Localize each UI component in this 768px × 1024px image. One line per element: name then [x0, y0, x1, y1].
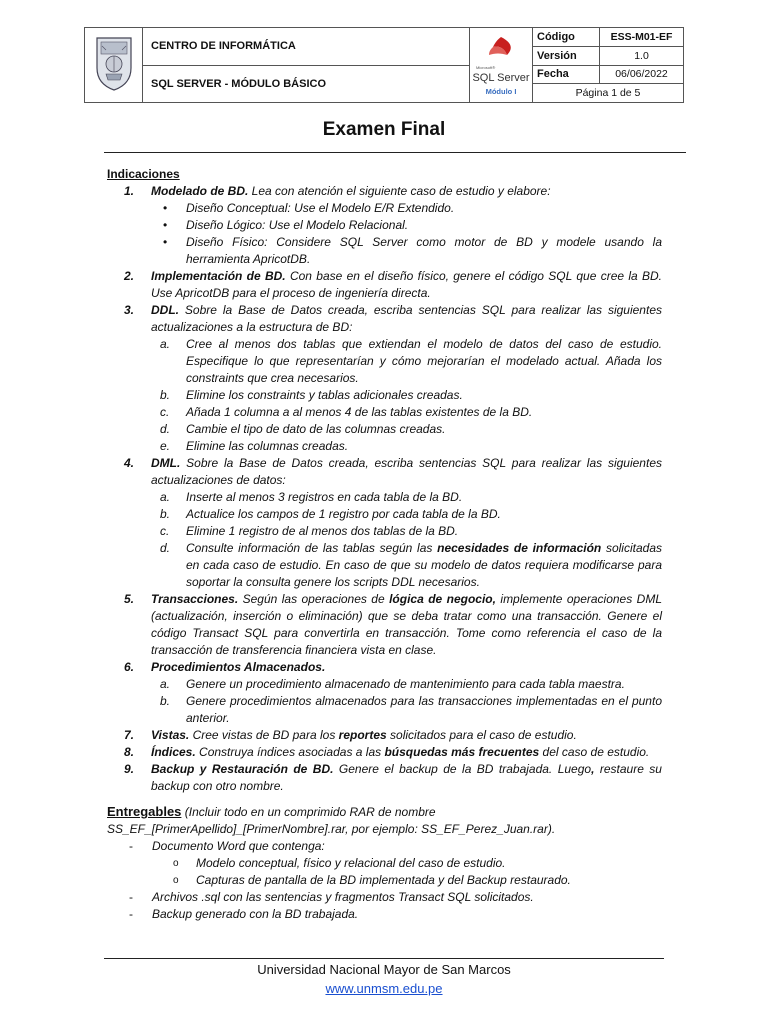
item-number: 2. — [124, 269, 135, 283]
footer-divider — [104, 958, 664, 959]
sub-marker: e. — [160, 439, 171, 453]
footer-university: Universidad Nacional Mayor de San Marcos — [257, 962, 511, 977]
list-item — [107, 591, 662, 659]
item-heading: Implementación de BD. — [151, 269, 286, 283]
sub-text: Cambie el tipo de dato de las columnas creadas. — [186, 422, 446, 436]
item-number: 6. — [124, 660, 135, 674]
item-number: 5. — [124, 592, 135, 606]
module-label: Módulo I — [485, 86, 517, 96]
sub-text: Cree al menos dos tablas que extiendan el modelo de datos del caso de estudio. Especifique lo que representarían y cómo mejorarían el modelado actual. Añada los constraints que crea necesarios. — [186, 337, 662, 385]
item-number: 1. — [124, 184, 135, 198]
sub-text: Consulte información de las tablas según las — [186, 541, 438, 555]
list-text: Backup generado con la BD trabajada. — [152, 907, 359, 921]
item-heading: DDL. — [151, 303, 179, 317]
sub-text: Elimine los constraints y tablas adicionales creadas. — [186, 388, 463, 402]
list-item — [107, 744, 662, 761]
list-item — [107, 659, 662, 676]
document-title: Examen Final — [322, 119, 446, 140]
dash-marker: - — [129, 907, 133, 921]
bullet-item — [107, 200, 662, 217]
sub-marker: d. — [160, 541, 171, 555]
item-number: 3. — [124, 303, 135, 317]
bullet-item — [107, 234, 662, 268]
sub-item — [107, 438, 662, 455]
sub-item — [107, 676, 662, 693]
item-heading: Backup y Restauración de BD. — [151, 762, 334, 776]
sub-text: Genere procedimientos almacenados para las transacciones implementadas en el punto anterior. — [186, 694, 662, 725]
sub-text: Elimine las columnas creadas. — [186, 439, 349, 453]
item-text: Según las operaciones de — [238, 592, 390, 606]
item-text: restaure su backup con otro nombre. — [151, 762, 662, 793]
unmsm-shield-icon — [94, 34, 134, 92]
item-number: 7. — [124, 728, 135, 742]
sub-marker: c. — [160, 405, 170, 419]
bullet-text: Diseño Físico: Considere SQL Server como motor de BD y modele usando la herramienta ApricotDB. — [186, 235, 662, 266]
sub-text: Genere un procedimiento almacenado de mantenimiento para cada tabla maestra. — [186, 677, 625, 691]
circle-bullet-icon: o — [173, 858, 179, 869]
list-item — [107, 727, 662, 744]
sub-marker: b. — [160, 388, 171, 402]
sub-marker: a. — [160, 677, 171, 691]
sub-item — [107, 421, 662, 438]
sub-marker: a. — [160, 337, 171, 351]
item-text: implemente operaciones DML (actualización, inserción o eliminación) que se deba tratar como una transacción. Genere el código Transact SQL para convertirla en transacción. Tome como referencia el caso de la transacción de transferencia financiera vista en clase. — [151, 592, 662, 657]
bullet-text: Diseño Conceptual: Use el Modelo E/R Extendido. — [186, 201, 455, 215]
item-text-bold: reportes — [338, 728, 387, 742]
org-name: CENTRO DE INFORMÁTICA — [143, 28, 470, 66]
list-text: Archivos .sql con las sentencias y fragmentos Transact SQL solicitados. — [152, 890, 534, 904]
bullet-text: Diseño Lógico: Use el Modelo Relacional. — [186, 218, 409, 232]
item-text: Sobre la Base de Datos creada, escriba sentencias SQL para realizar las siguientes actualizaciones de datos: — [151, 456, 662, 487]
entregables-section — [107, 803, 662, 838]
circle-bullet-icon: o — [173, 875, 179, 886]
item-text: Genere el backup de la BD trabajada. Luego — [333, 762, 592, 776]
sub-text-bold: necesidades de información — [437, 541, 602, 555]
item-number: 8. — [124, 745, 135, 759]
item-text: Con base en el diseño físico, genere el código SQL que cree la BD. Use ApricotDB para el proceso de ingeniería directa. — [151, 269, 662, 300]
list-item — [107, 838, 662, 855]
item-text: del caso de estudio. — [539, 745, 650, 759]
entregables-heading: Entregables — [107, 804, 182, 819]
list-item — [107, 183, 662, 200]
item-text-bold: lógica de negocio, — [389, 592, 496, 606]
item-text: solicitados para el caso de estudio. — [386, 728, 577, 742]
dash-marker: - — [129, 839, 133, 853]
sub-marker: a. — [160, 490, 171, 504]
bullet-icon: • — [163, 201, 168, 215]
sql-server-logo-icon — [481, 35, 521, 57]
sql-server-logo — [470, 28, 533, 103]
item-heading: Procedimientos Almacenados. — [151, 660, 326, 674]
version-label: Versión — [533, 46, 600, 65]
dash-marker: - — [129, 890, 133, 904]
list-item — [107, 268, 662, 302]
university-logo — [85, 28, 143, 103]
sub-text: Actualice los campos de 1 registro por cada tabla de la BD. — [186, 507, 501, 521]
list-text: Documento Word que contenga: — [152, 839, 325, 853]
codigo-label: Código — [533, 28, 600, 47]
list-item — [107, 761, 662, 795]
fecha-value: 06/06/2022 — [600, 65, 684, 84]
indicaciones-heading: Indicaciones — [107, 167, 180, 181]
item-heading: Modelado de BD. — [151, 184, 249, 198]
sub-item — [107, 489, 662, 506]
version-value: 1.0 — [600, 46, 684, 65]
list-text: Capturas de pantalla de la BD implementada y del Backup restaurado. — [196, 873, 571, 887]
fecha-label: Fecha — [533, 65, 600, 84]
sub-text: Añada 1 columna a al menos 4 de las tablas existentes de la BD. — [186, 405, 533, 419]
list-item — [107, 906, 662, 923]
list-item — [107, 302, 662, 336]
item-text: Construya índices asociadas a las — [195, 745, 385, 759]
item-text-bold: , — [591, 762, 595, 776]
codigo-value: ESS-M01-EF — [600, 28, 684, 47]
list-text: Modelo conceptual, físico y relacional del caso de estudio. — [196, 856, 506, 870]
sub-item — [107, 404, 662, 421]
item-number: 4. — [124, 456, 135, 470]
sub-marker: b. — [160, 694, 171, 708]
title-divider — [104, 152, 686, 153]
page-number: Página 1 de 5 — [533, 84, 684, 103]
sub-item — [107, 523, 662, 540]
sub-text: solicitadas en cada caso de estudio. En caso de que su modelo de datos requiera modificarse para soportar la consulta genere los scripts DDL necesarios. — [186, 541, 662, 589]
footer-link[interactable]: www.unmsm.edu.pe — [325, 981, 443, 996]
item-text-bold: búsquedas más frecuentes — [384, 745, 540, 759]
sub-item — [107, 540, 662, 591]
item-text: Cree vistas de BD para los — [189, 728, 339, 742]
microsoft-label: Microsoft® — [476, 64, 496, 70]
item-heading: Vistas. — [151, 728, 190, 742]
item-text: Lea con atención el siguiente caso de estudio y elabore: — [248, 184, 551, 198]
item-heading: Índices. — [151, 745, 196, 759]
sub-marker: b. — [160, 507, 171, 521]
list-item — [107, 889, 662, 906]
document-body — [107, 166, 662, 923]
list-item — [107, 455, 662, 489]
bullet-icon: • — [163, 218, 168, 232]
item-number: 9. — [124, 762, 135, 776]
course-name: SQL SERVER - MÓDULO BÁSICO — [143, 65, 470, 103]
list-item — [107, 855, 662, 872]
sub-item — [107, 336, 662, 387]
sub-marker: d. — [160, 422, 171, 436]
entregables-intro: (Incluir todo en un comprimido RAR de nombre SS_EF_[PrimerApellido]_[PrimerNombre].rar, por ejemplo: SS_EF_Perez_Juan.rar). — [107, 805, 556, 836]
list-item — [107, 872, 662, 889]
sub-item — [107, 387, 662, 404]
item-heading: Transacciones. — [151, 592, 239, 606]
sql-server-label: SQL Server — [472, 71, 530, 84]
sub-item — [107, 693, 662, 727]
sub-text: Inserte al menos 3 registros en cada tabla de la BD. — [186, 490, 463, 504]
item-heading: DML. — [151, 456, 181, 470]
sub-item — [107, 506, 662, 523]
bullet-item — [107, 217, 662, 234]
item-text: Sobre la Base de Datos creada, escriba sentencias SQL para realizar las siguientes actualizaciones a la estructura de BD: — [151, 303, 662, 334]
sub-text: Elimine 1 registro de al menos dos tablas de la BD. — [186, 524, 459, 538]
sub-marker: c. — [160, 524, 170, 538]
bullet-icon: • — [163, 235, 168, 249]
document-header-table — [84, 27, 684, 103]
